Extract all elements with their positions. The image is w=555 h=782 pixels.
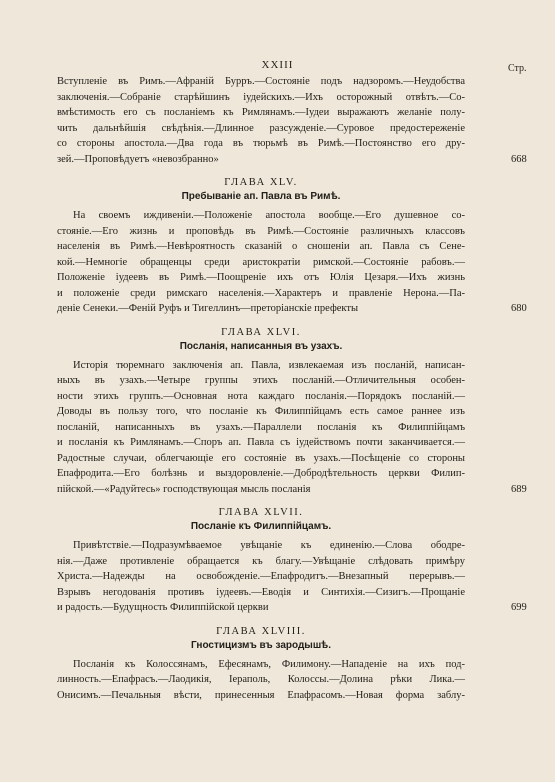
chapter-summary xyxy=(57,208,527,317)
summary-line: линность.—Епафрасъ.—Лаодикія, Іераполь, Колоссы.—Долина рѣки Лика.— xyxy=(57,674,465,685)
chapter-number: ГЛАВА XLVI. xyxy=(221,326,301,338)
chapter-section xyxy=(57,74,527,167)
summary-line: и посланія къ Римлянамъ.—Споръ ап. Павла съ іудействомъ почти заканчивается.— xyxy=(57,437,465,448)
chapter-title: Посланія, написанныя въ узахъ. xyxy=(179,340,343,352)
page-reference: 699 xyxy=(511,602,527,613)
page-column-label: Стр. xyxy=(508,63,527,74)
summary-line: ности этихъ группъ.—Основная нота каждаго посланія.—Порядокъ посланій.— xyxy=(57,390,465,402)
chapter-title: Посланіе къ Филиппійцамъ. xyxy=(190,521,332,532)
summary-line: Привѣтствіе.—Подразумѣваемое увѣщаніе къ единенію.—Слова ободре- xyxy=(73,540,465,551)
table-of-contents xyxy=(57,74,527,713)
page-reference: 680 xyxy=(511,303,527,314)
chapter-section xyxy=(57,626,465,704)
chapter-title: Гностицизмъ въ зародышѣ. xyxy=(190,639,331,651)
summary-line: и положеніе среди римскаго населенія.—Характеръ и правленіе Нерона.—Па- xyxy=(57,287,465,299)
summary-line: Вступленіе въ Римъ.—Афраній Бурръ.—Состояніе подъ надзоромъ.—Неудобства xyxy=(57,76,465,87)
summary-line: ныхъ въ узахъ.—Четыре группы этихъ посланій.—Отличительныя особен- xyxy=(57,375,465,386)
summary-line: Исторія тюремнаго заключенія ап. Павла, извлекаемая изъ посланій, написан- xyxy=(73,359,465,371)
chapter-section xyxy=(57,507,527,616)
summary-line: Радостные случаи, облегчающіе его состояніе въ узахъ.—Посѣщеніе со стороны xyxy=(57,452,465,464)
summary-line: деніе Сенеки.—Феній Руфъ и Тигеллинъ—преторіанскіе префекты xyxy=(57,303,359,314)
summary-line: Положеніе іудеевъ въ Римѣ.—Поощреніе ихъ отъ Юлія Цезаря.—Ихъ жизнь xyxy=(57,272,465,283)
summary-line: На своемъ иждивеніи.—Положеніе апостола вообще.—Его душевное со- xyxy=(73,210,465,221)
page-reference: 689 xyxy=(511,483,527,495)
summary-line: Доводы въ пользу того, что посланіе къ Филиппійцамъ есть самое раннее изъ xyxy=(57,406,465,417)
summary-line: Христа.—Надежды на освобожденіе.—Епафродитъ.—Внезапный перерывъ.— xyxy=(57,571,465,582)
summary-line: пійской.—«Радуйтесь» господствующая мысль посланія xyxy=(57,483,311,495)
chapter-number: ГЛАВА XLVIII. xyxy=(216,625,306,637)
chapter-summary xyxy=(57,358,527,498)
summary-line: и радость.—Будущность Филиппійской церкви xyxy=(57,602,269,613)
chapter-summary xyxy=(57,657,465,704)
chapter-summary xyxy=(57,538,527,616)
chapter-section xyxy=(57,326,527,498)
summary-line: зей.—Проповѣдуетъ «невозбранно» xyxy=(57,153,219,165)
summary-line: Епафродита.—Его болѣзнь и выздоровленіе.—Добродѣтельность церкви Филип- xyxy=(57,468,465,479)
summary-line: вмѣстимость его съ посланіемъ къ Римлянамъ.—Іудеи выражаютъ желаніе полу- xyxy=(57,107,465,118)
summary-line: нія.—Даже противленіе обращается къ благу.—Увѣщаніе слѣдовать примѣру xyxy=(57,555,465,567)
chapter-title: Пребываніе ап. Павла въ Римѣ. xyxy=(181,191,341,202)
summary-line: Онисимъ.—Печальныя вѣсти, принесенныя Епафрасомъ.—Новая форма заблу- xyxy=(57,689,465,701)
page-number-roman: XXIII xyxy=(261,59,294,71)
summary-line: кой.—Немногіе обращенцы среди аристократіи римской.—Состояніе рабовъ.— xyxy=(57,256,465,268)
summary-line: заключенія.—Собраніе старѣйшинъ іудейскихъ.—Ихъ осторожный отвѣтъ.—Со- xyxy=(57,91,465,103)
chapter-number: ГЛАВА XLVII. xyxy=(218,507,304,518)
page-reference: 668 xyxy=(511,153,527,165)
summary-line: Взрывъ негодованія противъ іудеевъ.—Еводія и Синтихія.—Сизигъ.—Прощаніе xyxy=(57,586,465,598)
summary-line: посланій, написанныхъ въ узахъ.—Параллели посланія къ Филиппійцамъ xyxy=(57,421,465,433)
summary-line: со стороны апостола.—Два года въ тюрьмѣ въ Римѣ.—Постоянство его дру- xyxy=(57,138,465,149)
summary-line: населенія въ Римѣ.—Невѣроятность сказаній о сношеніи ап. Павла съ Сене- xyxy=(57,241,465,252)
chapter-number: ГЛАВА XLV. xyxy=(224,177,298,188)
summary-line: Посланія къ Колоссянамъ, Ефесянамъ, Филимону.—Нападеніе на ихъ под- xyxy=(73,658,465,670)
chapter-summary xyxy=(57,74,527,167)
chapter-section xyxy=(57,177,527,317)
summary-line: стояніе.—Его жизнь и проповѣдь въ Римѣ.—Состояніе различныхъ классовъ xyxy=(57,225,465,237)
summary-line: чить дальнѣйшія свѣдѣнія.—Длинное разсужденіе.—Суровое предостереженіе xyxy=(57,122,465,134)
